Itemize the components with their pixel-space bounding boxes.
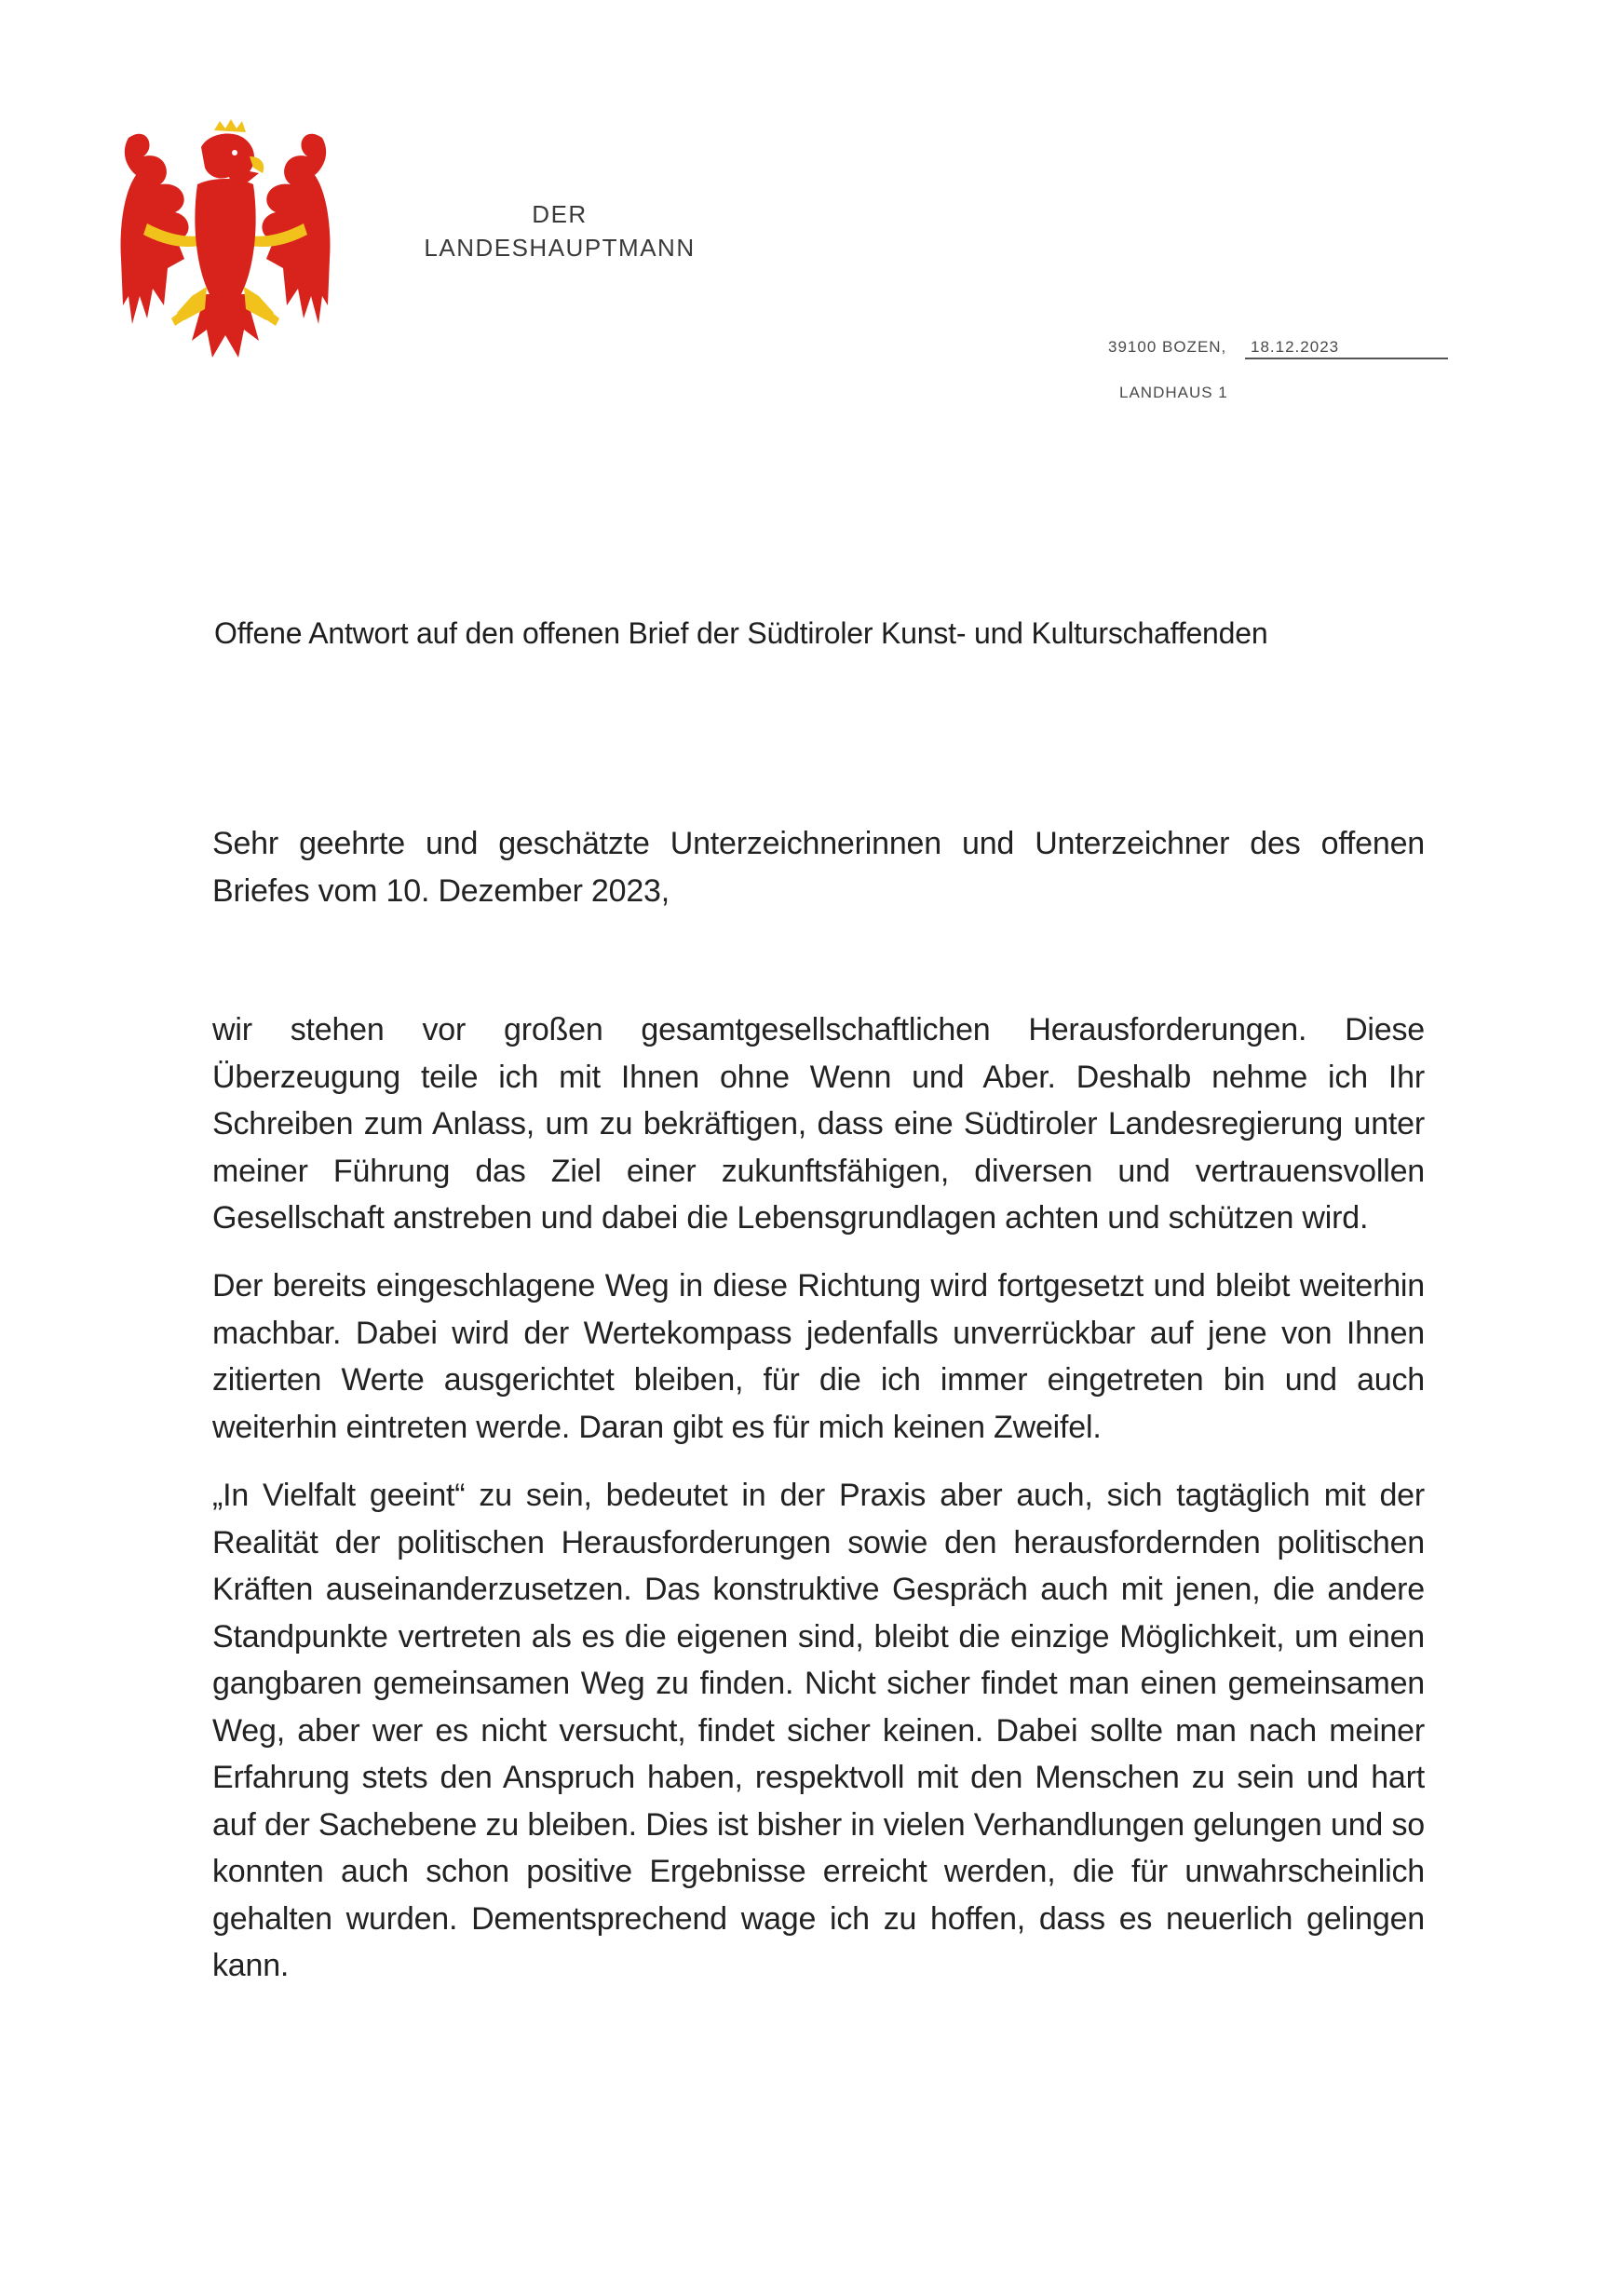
paragraph-text: „In Vielfalt geeint“ zu sein, bedeutet in der Praxis aber auch, sich tagtäglich mit der Realität der politischen Herausforderungen sowie den herausfordernden politischen Kräften auseinanderzusetzen. Das konstruktive Gespräch auch mit jenen, die andere Standpunkte vertreten als es die eigenen sind, bleibt die einzige Möglichkeit, um einen gangbaren gemeinsamen Weg zu finden. Nicht sicher findet man einen gemeinsamen Weg, aber wer es nicht versucht, findet sicher keinen. Dabei sollte man nach meiner Erfahrung stets den Anspruch haben, respektvoll mit den Menschen zu sein und hart auf der Sachebene zu bleiben. Dies ist bisher in vielen Verhandlungen gelungen und so konnten auch schon positive Ergebnisse erreicht werden, die für unwahrscheinlich gehalten wurden. Dementsprechend wage ich zu hoffen, dass es neuerlich gelingen kann. [212, 1478, 1425, 1983]
office-title-line2: LANDESHAUPTMANN [424, 234, 696, 262]
letter-salutation [212, 820, 1425, 914]
office-title-line1: DER [532, 200, 588, 228]
paragraph-text: wir stehen vor großen gesamtgesellschaftlichen Herausforderungen. Diese Überzeugung teile ich mit Ihnen ohne Wenn und Aber. Deshalb nehme ich Ihr Schreiben zum Anlass, um zu bekräftigen, dass eine Südtiroler Landesregierung unter meiner Führung das Ziel einer zukunftsfähigen, diversen und vertrauensvollen Gesellschaft anstreben und dabei die Lebensgrundlagen achten und schützen wird. [212, 1012, 1425, 1236]
tyrolean-eagle-icon [119, 119, 332, 378]
letter-paragraph [212, 1006, 1425, 1242]
address-building: LANDHAUS 1 [1119, 384, 1228, 401]
letter-paragraph [212, 1472, 1425, 1990]
salutation-text: Sehr geehrte und geschätzte Unterzeichnerinnen und Unterzeichner des offenen Briefes vom 10. Dezember 2023, [212, 826, 1425, 909]
letter-date: 18.12.2023 [1245, 337, 1448, 359]
address-city: 39100 BOZEN, [1108, 338, 1227, 356]
address-date-line [1108, 337, 1448, 359]
letter-subject: Offene Antwort auf den offenen Brief der Südtiroler Kunst- und Kulturschaffenden [214, 616, 1268, 650]
letter-paragraph [212, 1263, 1425, 1451]
office-title [406, 197, 713, 264]
paragraph-text: Der bereits eingeschlagene Weg in diese Richtung wird fortgesetzt und bleibt weiterhin machbar. Dabei wird der Wertekompass jedenfalls unverrückbar auf jene von Ihnen zitierten Werte ausgerichtet bleiben, für die ich immer eingetreten bin und auch weiterhin eintreten werde. Daran gibt es für mich keinen Zweifel. [212, 1268, 1425, 1445]
